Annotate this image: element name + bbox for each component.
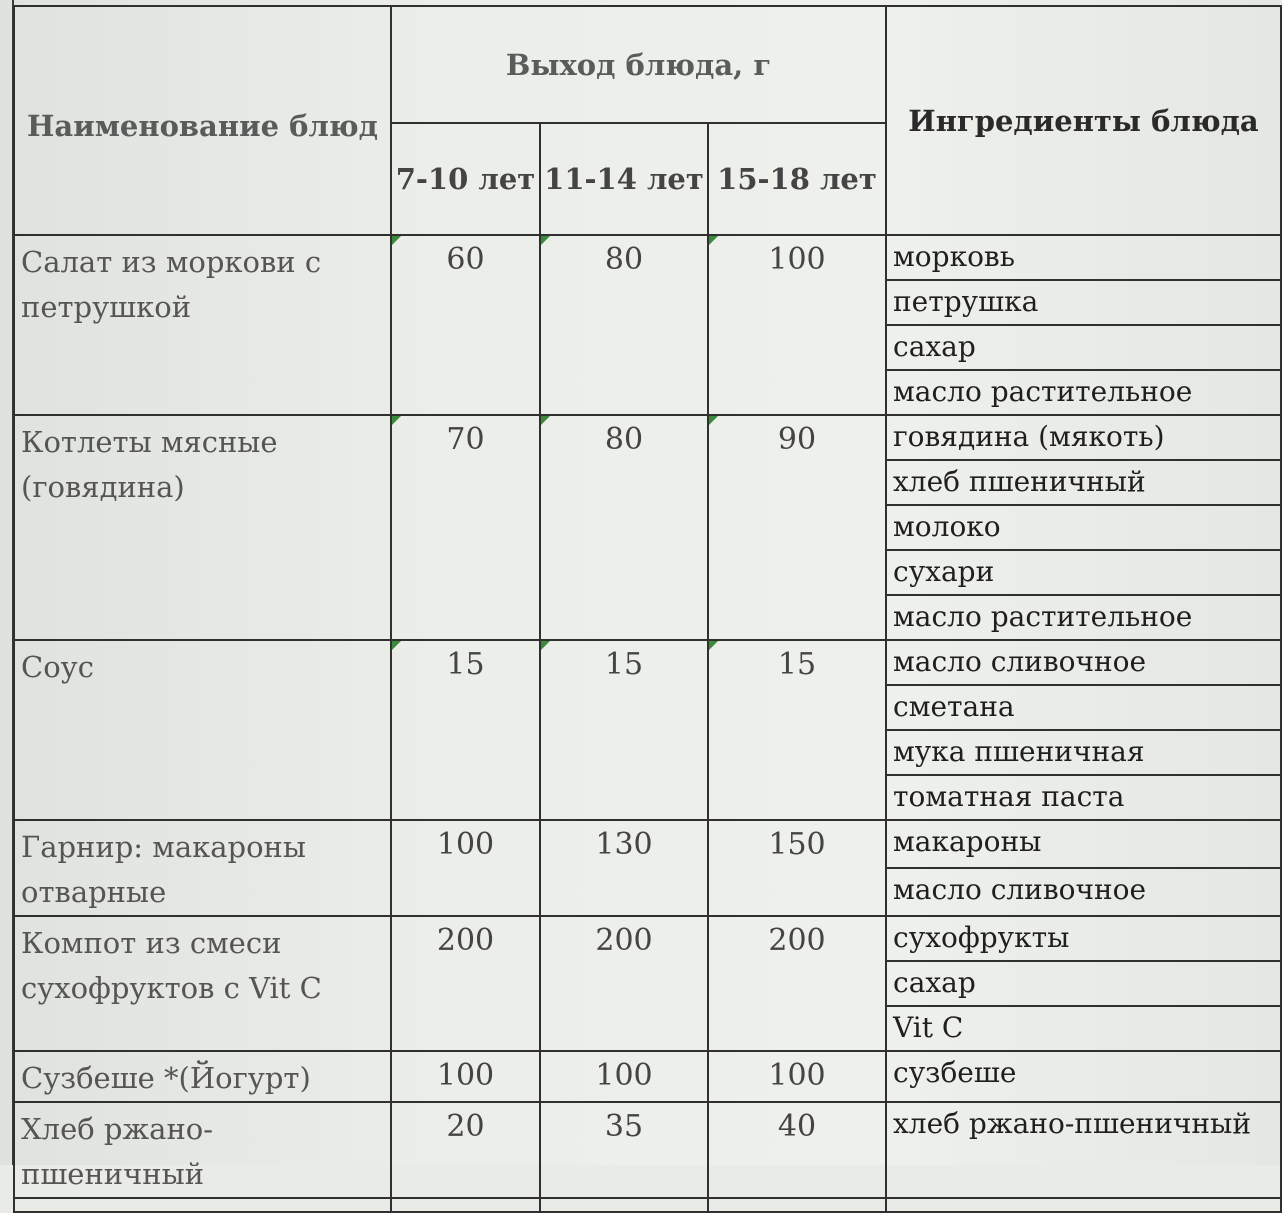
ingredient-cell[interactable]: макароны	[886, 820, 1281, 868]
header-age-11-14: 11-14 лет	[540, 123, 708, 235]
ingredient-cell[interactable]: масло растительное	[886, 595, 1281, 640]
ingredient-cell[interactable]: мука пшеничная	[886, 730, 1281, 775]
dish-name-cell[interactable]: Салат из моркови с петрушкой	[14, 235, 391, 415]
table-row-cut-off	[14, 1198, 1281, 1212]
dish-name-cell[interactable]: Хлеб ржано-пшеничный	[14, 1102, 391, 1198]
ingredient-cell[interactable]: сухофрукты	[886, 916, 1281, 961]
header-age-15-18: 15-18 лет	[708, 123, 886, 235]
ingredient-cell[interactable]: петрушка	[886, 280, 1281, 325]
yield-cell[interactable]: 20	[391, 1102, 540, 1198]
table-row	[14, 640, 1281, 685]
header-age-7-10: 7-10 лет	[391, 123, 540, 235]
ingredient-cell[interactable]: морковь	[886, 235, 1281, 280]
yield-cell[interactable]: 90	[708, 415, 886, 640]
ingredient-cell[interactable]: масло растительное	[886, 370, 1281, 415]
yield-cell[interactable]: 150	[708, 820, 886, 916]
ingredient-cell[interactable]: хлеб ржано-пшеничный	[886, 1102, 1281, 1198]
menu-table	[13, 5, 1282, 1213]
yield-cell[interactable]: 80	[540, 415, 708, 640]
yield-cell[interactable]: 60	[391, 235, 540, 415]
yield-cell[interactable]: 15	[708, 640, 886, 820]
yield-cell[interactable]: 100	[540, 1051, 708, 1102]
table-row	[14, 235, 1281, 280]
dish-name-cell[interactable]: Компот из смеси сухофруктов с Vit C	[14, 916, 391, 1051]
yield-cell[interactable]: 15	[391, 640, 540, 820]
empty-cell[interactable]	[886, 1198, 1281, 1212]
ingredient-cell[interactable]: молоко	[886, 505, 1281, 550]
ingredient-cell[interactable]: говядина (мякоть)	[886, 415, 1281, 460]
yield-cell[interactable]: 35	[540, 1102, 708, 1198]
yield-cell[interactable]: 80	[540, 235, 708, 415]
header-yield: Выход блюда, г	[391, 6, 886, 123]
ingredient-cell[interactable]: масло сливочное	[886, 868, 1281, 916]
ingredient-cell[interactable]: сузбеше	[886, 1051, 1281, 1102]
yield-cell[interactable]: 40	[708, 1102, 886, 1198]
ingredient-cell[interactable]: сметана	[886, 685, 1281, 730]
dish-name-cell[interactable]: Соус	[14, 640, 391, 820]
table-row	[14, 916, 1281, 961]
ingredient-cell[interactable]: сахар	[886, 961, 1281, 1006]
table-row	[14, 1051, 1281, 1102]
yield-cell[interactable]: 100	[708, 235, 886, 415]
yield-cell[interactable]: 100	[708, 1051, 886, 1102]
table-row	[14, 820, 1281, 868]
yield-cell[interactable]: 100	[391, 820, 540, 916]
ingredient-cell[interactable]: сахар	[886, 325, 1281, 370]
dish-name-cell[interactable]: Котлеты мясные (говядина)	[14, 415, 391, 640]
dish-name-cell[interactable]: Сузбеше *(Йогурт)	[14, 1051, 391, 1102]
yield-cell[interactable]: 200	[708, 916, 886, 1051]
yield-cell[interactable]: 15	[540, 640, 708, 820]
yield-cell[interactable]: 70	[391, 415, 540, 640]
ingredient-cell[interactable]: хлеб пшеничный	[886, 460, 1281, 505]
ingredient-cell[interactable]: Vit C	[886, 1006, 1281, 1051]
empty-cell[interactable]	[391, 1198, 540, 1212]
empty-cell[interactable]	[14, 1198, 391, 1212]
dish-name-cell[interactable]: Гарнир: макароны отварные	[14, 820, 391, 916]
empty-cell[interactable]	[708, 1198, 886, 1212]
yield-cell[interactable]: 200	[391, 916, 540, 1051]
ingredient-cell[interactable]: масло сливочное	[886, 640, 1281, 685]
table-row	[14, 415, 1281, 460]
ingredient-cell[interactable]: сухари	[886, 550, 1281, 595]
empty-cell[interactable]	[540, 1198, 708, 1212]
ingredient-cell[interactable]: томатная паста	[886, 775, 1281, 820]
yield-cell[interactable]: 130	[540, 820, 708, 916]
header-ingredients: Ингредиенты блюда	[886, 6, 1281, 235]
yield-cell[interactable]: 100	[391, 1051, 540, 1102]
yield-cell[interactable]: 200	[540, 916, 708, 1051]
table-row	[14, 1102, 1281, 1198]
header-dish-name: Наименование блюд	[14, 6, 391, 235]
